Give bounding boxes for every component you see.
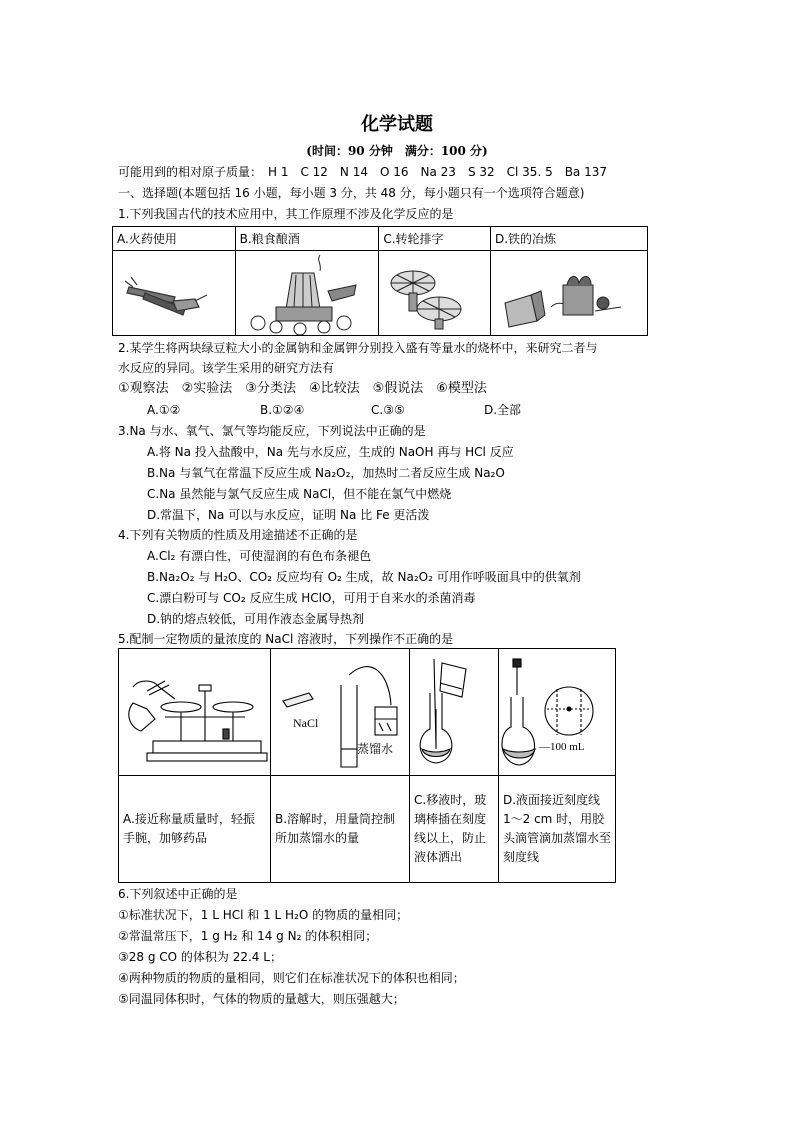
type-wheel-image: [379, 251, 485, 335]
q5-option-d: D.液面接近刻度线 1～2 cm 时，用胶头滴管滴加蒸馏水至刻度线: [499, 776, 616, 883]
page-title: 化学试题: [361, 114, 433, 135]
exam-subtitle: (时间：90 分钟 满分：100 分): [306, 144, 488, 158]
q2-option-c: C.③⑤: [371, 403, 405, 417]
q1-option-a: A.火药使用: [113, 227, 236, 251]
q4-option-b: B.Na₂O₂ 与 H₂O、CO₂ 反应均有 O₂ 生成，故 Na₂O₂ 可用作呼吸面具中的供氧剂: [147, 570, 581, 584]
q5-option-c: C.移液时，玻璃棒插在刻度线以上，防止液体洒出: [410, 776, 499, 883]
q6-statement-3: ③28 g CO 的体积为 22.4 L；: [118, 950, 282, 964]
q3-option-a: A.将 Na 投入盐酸中，Na 先与水反应，生成的 NaOH 再与 HCl 反应: [147, 445, 514, 459]
q1-fig-d: [491, 251, 648, 336]
q1-option-c: C.转轮排字: [379, 227, 491, 251]
q4-option-d: D.钠的熔点较低，可用作液态金属导热剂: [147, 612, 365, 626]
q6-statement-2: ②常温常压下，1 g H₂ 和 14 g N₂ 的体积相同；: [118, 929, 378, 943]
q6-statement-1: ①标准状况下，1 L HCl 和 1 L H₂O 的物质的量相同；: [118, 908, 409, 922]
brewing-image: [236, 251, 374, 335]
q1-fig-c: [379, 251, 491, 336]
q1-option-b: B.粮食酿酒: [235, 227, 379, 251]
q1-fig-a: [113, 251, 236, 336]
q5-stem: 5.配制一定物质的量浓度的 NaCl 溶液时，下列操作不正确的是: [118, 632, 454, 646]
q1-table: [112, 226, 648, 336]
q2-option-b: B.①②④: [260, 403, 305, 417]
q2-methods: ①观察法 ②实验法 ③分类法 ④比较法 ⑤假说法 ⑥模型法: [118, 381, 487, 396]
q5-fig-b: [271, 649, 410, 776]
nacl-label: NaCl: [293, 716, 319, 730]
q2-stem-line1: 2.某学生将两块绿豆粒大小的金属钠和金属钾分别投入盛有等量水的烧杯中，来研究二者与: [118, 341, 598, 355]
q4-stem: 4.下列有关物质的性质及用途描述不正确的是: [118, 528, 358, 542]
q2-stem-line2: 水反应的异同。该学生采用的研究方法有: [118, 361, 335, 375]
q5-fig-a: [119, 649, 271, 776]
q3-option-b: B.Na 与氧气在常温下反应生成 Na₂O₂，加热时二者反应生成 Na₂O: [147, 466, 505, 480]
q3-option-c: C.Na 虽然能与氯气反应生成 NaCl，但不能在氯气中燃烧: [147, 487, 452, 501]
q5-table: [118, 648, 616, 883]
q1-option-d: D.铁的冶炼: [491, 227, 648, 251]
q5-option-a: A.接近称量质量时，轻振手腕，加够药品: [119, 776, 271, 883]
q6-statement-5: ⑤同温同体积时，气体的物质的量越大，则压强越大；: [118, 992, 405, 1006]
section-heading: 一、选择题(本题包括 16 小题，每小题 3 分，共 48 分，每小题只有一个选项符合题意): [118, 186, 585, 200]
q5-option-b: B.溶解时，用量筒控制所加蒸馏水的量: [271, 776, 410, 883]
atomic-masses: 可能用到的相对原子质量： H 1 C 12 N 14 O 16 Na 23 S 32 Cl 35. 5 Ba 137: [118, 165, 608, 179]
flask-image: [499, 649, 615, 774]
q2-option-a: A.①②: [147, 403, 181, 417]
q2-option-d: D.全部: [484, 403, 522, 417]
balance-image: [119, 649, 270, 774]
iron-smelting-image: [491, 251, 647, 335]
q4-option-a: A.Cl₂ 有漂白性，可使湿润的有色布条褪色: [147, 549, 372, 563]
q3-option-d: D.常温下，Na 可以与水反应，证明 Na 比 Fe 更活泼: [147, 508, 430, 522]
q5-fig-d: [499, 649, 616, 776]
distilled-water-label: 蒸馏水: [357, 742, 394, 756]
dissolving-image: [271, 649, 409, 774]
firecracker-image: [113, 251, 230, 335]
q4-option-c: C.漂白粉可与 CO₂ 反应生成 HClO，可用于自来水的杀菌消毒: [147, 591, 476, 605]
transfer-image: [410, 649, 498, 774]
q6-statement-4: ④两种物质的物质的量相同，则它们在标准状况下的体积也相同；: [118, 971, 465, 985]
q3-stem: 3.Na 与水、氧气、氯气等均能反应，下列说法中正确的是: [118, 424, 426, 438]
hundred-ml-label: —100 mL: [539, 741, 585, 753]
q5-fig-c: [410, 649, 499, 776]
q1-stem: 1.下列我国古代的技术应用中，其工作原理不涉及化学反应的是: [118, 207, 454, 221]
q6-stem: 6.下列叙述中正确的是: [118, 887, 238, 901]
q1-fig-b: [235, 251, 379, 336]
